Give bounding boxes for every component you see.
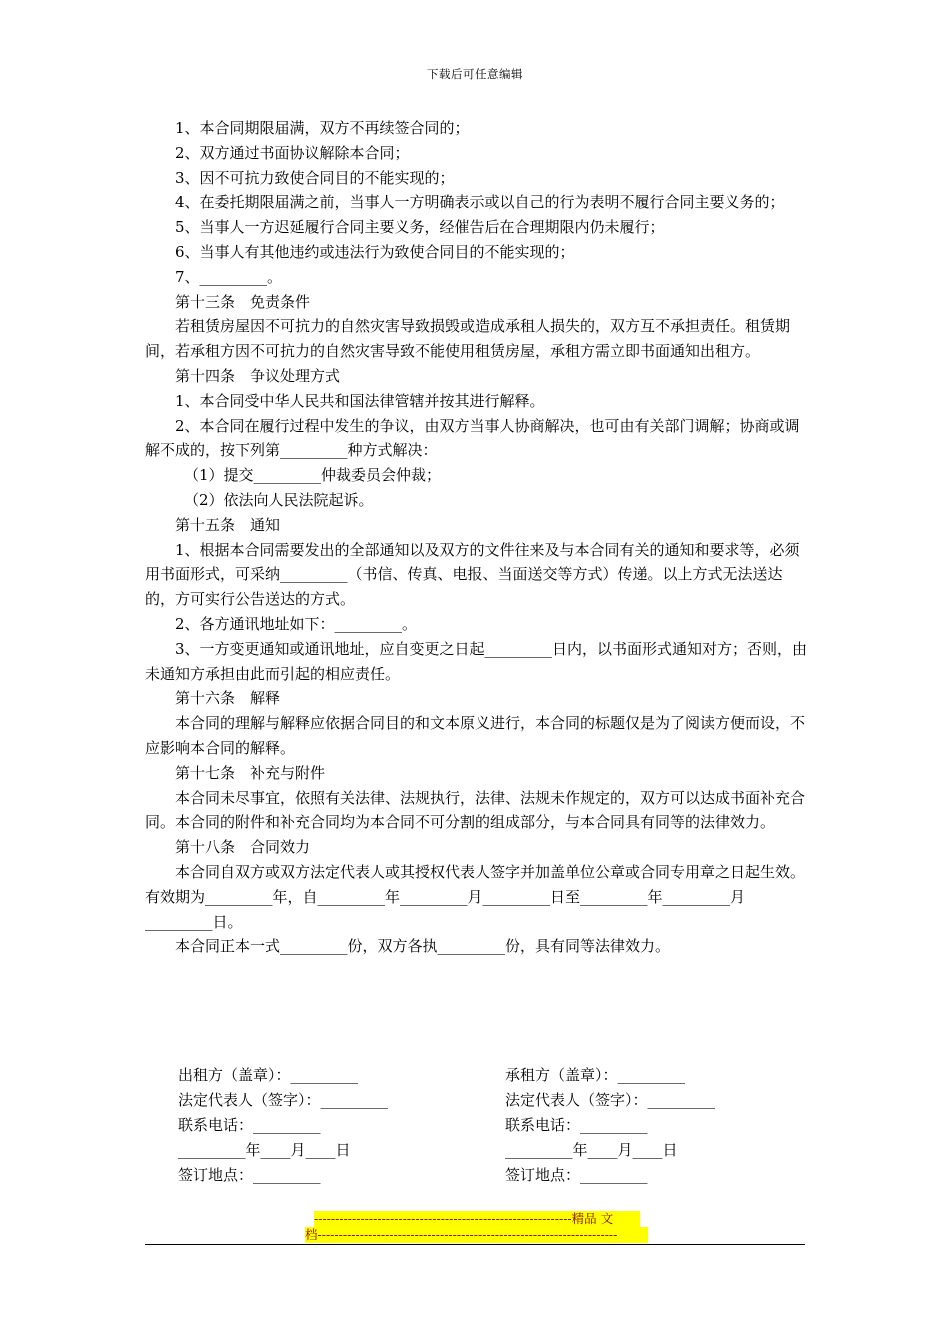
signature-line: 签订地点：_________ [505, 1166, 648, 1184]
contract-paragraph: 1、根据本合同需要发出的全部通知以及双方的文件往来及与本合同有关的通知和要求等，必须用书面形式，可采纳_________（书信、传真、电报、当面送交等方式）传递。以上方式无法送达的，方可实行公告送达的方式。 [145, 540, 800, 609]
contract-paragraph: 第十五条 通知 [175, 515, 281, 534]
contract-paragraph: 2、各方通讯地址如下：_________。 [175, 614, 418, 633]
contract-paragraph: 4、在委托期限届满之前，当事人一方明确表示或以自己的行为表明不履行合同主要义务的； [175, 193, 785, 212]
contract-paragraph: 若租赁房屋因不可抗力的自然灾害导致损毁或造成承租人损失的，双方互不承担责任。租赁期间，若承租方因不可抗力的自然灾害导致不能使用租赁房屋，承租方需立即书面通知出租方。 [145, 317, 791, 361]
signature-line: 承租方（盖章）：_________ [505, 1066, 686, 1084]
signature-line: _________年____月____日 [178, 1141, 351, 1159]
footer-divider [145, 1244, 805, 1245]
contract-paragraph: 7、_________。 [175, 267, 283, 286]
signature-line: 出租方（盖章）：_________ [178, 1066, 359, 1084]
signature-line: _________年____月____日 [505, 1141, 678, 1159]
contract-paragraph: 2、本合同在履行过程中发生的争议，由双方当事人协商解决，也可由有关部门调解；协商或调解不成的，按下列第_________种方式解决： [145, 416, 800, 460]
footer-banner [305, 1211, 648, 1243]
signature-line: 法定代表人（签字）：_________ [505, 1091, 716, 1109]
contract-paragraph: 本合同的理解与解释应依据合同目的和文本原义进行，本合同的标题仅是为了阅读方便而设，不应影响本合同的解释。 [145, 714, 806, 757]
contract-paragraph: （1）提交_________仲裁委员会仲裁； [184, 466, 442, 485]
contract-paragraph: 2、双方通过书面协议解除本合同； [175, 143, 410, 162]
signature-line: 联系电话：_________ [178, 1116, 321, 1134]
page-header: 下载后可任意编辑 [427, 67, 523, 81]
contract-paragraph: 第十六条 解释 [175, 689, 281, 708]
contract-paragraph: 第十四条 争议处理方式 [175, 366, 341, 385]
lessee-signature-column [505, 1063, 715, 1188]
contract-body [145, 116, 809, 959]
contract-paragraph: 本合同未尽事宜，依照有关法律、法规执行，法律、法规未作规定的，双方可以达成书面补充合同。本合同的附件和补充合同均为本合同不可分割的组成部分，与本合同具有同等的法律效力。 [145, 788, 806, 832]
contract-paragraph: 第十八条 合同效力 [175, 838, 311, 857]
contract-paragraph: 第十七条 补充与附件 [175, 763, 326, 782]
lessor-signature-column [178, 1063, 388, 1188]
contract-paragraph: 6、当事人有其他违约或违法行为致使合同目的不能实现的； [175, 242, 575, 261]
signature-line: 法定代表人（签字）：_________ [178, 1091, 389, 1109]
contract-paragraph: 1、本合同期限届满，双方不再续签合同的； [175, 119, 470, 137]
contract-paragraph: 本合同自双方或双方法定代表人或其授权代表人签字并加盖单位公章或合同专用章之日起生效。有效期为_________年，自_________年_________月_________日至_________年_________月_________日。 [145, 862, 806, 931]
signature-line: 签订地点：_________ [178, 1166, 321, 1184]
contract-paragraph: 3、因不可抗力致使合同目的不能实现的； [175, 168, 455, 187]
footer-banner-line-2: 档----------------------------------------------------------------------- [305, 1227, 648, 1243]
contract-paragraph: 第十三条 免责条件 [175, 292, 311, 311]
contract-paragraph: （2）依法向人民法院起诉。 [184, 490, 374, 509]
contract-paragraph: 1、本合同受中华人民共和国法律管辖并按其进行解释。 [175, 391, 545, 410]
contract-paragraph: 3、一方变更通知或通讯地址，应自变更之日起_________日内，以书面形式通知对方；否则，由未通知方承担由此而引起的相应责任。 [145, 639, 808, 683]
contract-paragraph: 本合同正本一式_________份，双方各执_________份，具有同等法律效力。 [175, 937, 671, 956]
signature-line: 联系电话：_________ [505, 1116, 648, 1134]
footer-banner-line-1: -------------------------------------------------------------精品 文 [314, 1211, 640, 1227]
contract-paragraph: 5、当事人一方迟延履行合同主要义务，经催告后在合理期限内仍未履行； [175, 218, 665, 237]
